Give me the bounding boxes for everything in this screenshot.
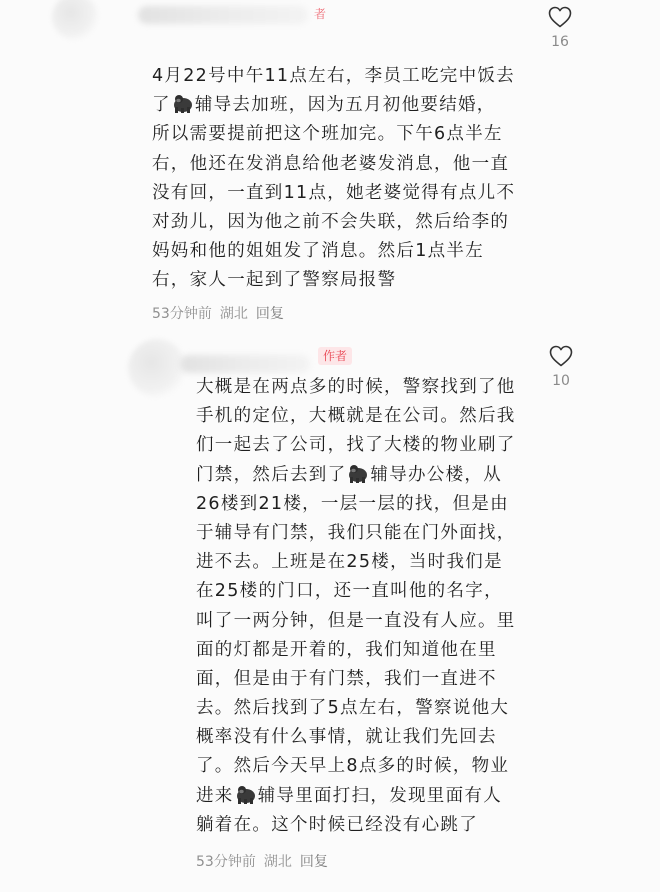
like-button[interactable]: [548, 6, 572, 50]
comment-line: [152, 150, 515, 179]
comment-time: 53分钟前: [196, 854, 256, 870]
comment-text: 26楼到21楼，一层一层的找，但是由: [196, 493, 509, 514]
comment-text: 面的灯都是开着的，我们知道他在里: [196, 639, 497, 660]
comment-text: 辅导去加班，因为五月初他要结婚，: [194, 95, 496, 116]
comment-meta: [196, 851, 328, 871]
comment-line: [196, 431, 516, 460]
comment-line: [196, 607, 516, 636]
comment-text: 右，他还在发消息给他老婆发消息，他一直: [152, 153, 510, 174]
comment-line: [152, 62, 515, 91]
comment-text: 门禁，然后去到了: [196, 464, 347, 485]
comment-text: 4月22号中午11点左右，李员工吃完中饭去: [152, 66, 515, 86]
avatar[interactable]: [128, 339, 186, 397]
comment-body: [196, 373, 516, 840]
comment-line: [196, 782, 516, 811]
like-button[interactable]: [549, 345, 573, 389]
comment-time: 53分钟前: [152, 306, 212, 322]
comment-line: [196, 665, 516, 694]
comment-meta: [152, 303, 284, 323]
comment-location: 湖北: [263, 854, 292, 870]
comment-line: [196, 402, 516, 431]
comment-text: 右，家人一起到了警察局报警: [152, 270, 397, 291]
comment-text: 妈妈和他的姐姐发了消息。然后1点半左: [152, 241, 485, 262]
comment-text: 于辅导有门禁，我们只能在门外面找，: [196, 522, 516, 543]
author-badge: 作者: [318, 347, 352, 365]
comment-line: [152, 91, 515, 120]
comment-2: [0, 335, 660, 892]
author-badge: 者: [314, 7, 327, 21]
comment-1: [0, 0, 660, 335]
comment-line: [196, 577, 516, 606]
comment-text: 躺着在。这个时候已经没有心跳了: [196, 814, 478, 835]
comment-text: 对劲儿，因为他之前不会失联，然后给李的: [152, 211, 510, 232]
comment-line: [196, 752, 516, 781]
gorilla-icon: [347, 463, 369, 483]
author-name-redacted[interactable]: [138, 6, 308, 24]
comment-text: 在25楼的门口，还一直叫他的名字，: [196, 581, 503, 602]
reply-button[interactable]: 回复: [299, 854, 328, 870]
comment-line: [196, 694, 516, 723]
comment-line: [196, 373, 516, 402]
comment-line: [196, 461, 516, 490]
comment-text: 概率没有什么事情，就让我们先回去: [196, 727, 497, 748]
comment-line: [196, 811, 516, 840]
comment-author-row[interactable]: [52, 0, 326, 40]
comment-text: 去。然后找到了5点左右，警察说他大: [196, 698, 510, 719]
comment-body: [152, 62, 515, 296]
like-count: 16: [551, 34, 569, 50]
comment-text: 没有回，一直到11点，她老婆觉得有点儿不: [152, 182, 516, 203]
comment-location: 湖北: [219, 306, 248, 322]
reply-button[interactable]: 回复: [255, 306, 284, 322]
comment-line: [152, 208, 515, 237]
comment-line: [152, 179, 515, 208]
like-count: 10: [552, 373, 570, 389]
comment-line: [196, 519, 516, 548]
comment-text: 叫了一两分钟，但是一直没有人应。里: [196, 610, 516, 631]
heart-outline-icon: [548, 6, 572, 28]
comment-line: [152, 120, 515, 149]
comment-line: [196, 723, 516, 752]
comment-text: 了。然后今天早上8点多的时候，物业: [196, 756, 510, 777]
comment-text: 手机的定位，大概就是在公司。然后我: [196, 406, 516, 427]
comment-text: 了: [152, 95, 171, 116]
comment-line: [152, 266, 515, 295]
comment-line: [196, 636, 516, 665]
avatar[interactable]: [52, 0, 98, 40]
comment-line: [196, 548, 516, 577]
gorilla-icon: [235, 784, 257, 804]
comment-text: 辅导里面打扫，发现里面有人: [257, 785, 503, 806]
comment-line: [196, 490, 516, 519]
author-name-redacted[interactable]: [180, 355, 310, 373]
gorilla-icon: [172, 93, 194, 113]
comment-text: 面，但是由于有门禁，我们一直进不: [196, 668, 497, 689]
comment-text: 辅导办公楼，从: [370, 464, 503, 485]
comment-line: [152, 237, 515, 266]
comment-text: 大概是在两点多的时候，警察找到了他: [196, 377, 516, 397]
comment-text: 进不去。上班是在25楼，当时我们是: [196, 552, 503, 573]
comment-text: 进来: [196, 785, 234, 806]
comment-text: 所以需要提前把这个班加完。下午6点半左: [152, 124, 503, 145]
comment-text: 们一起去了公司，找了大楼的物业刷了: [196, 435, 516, 456]
heart-outline-icon: [549, 345, 573, 367]
